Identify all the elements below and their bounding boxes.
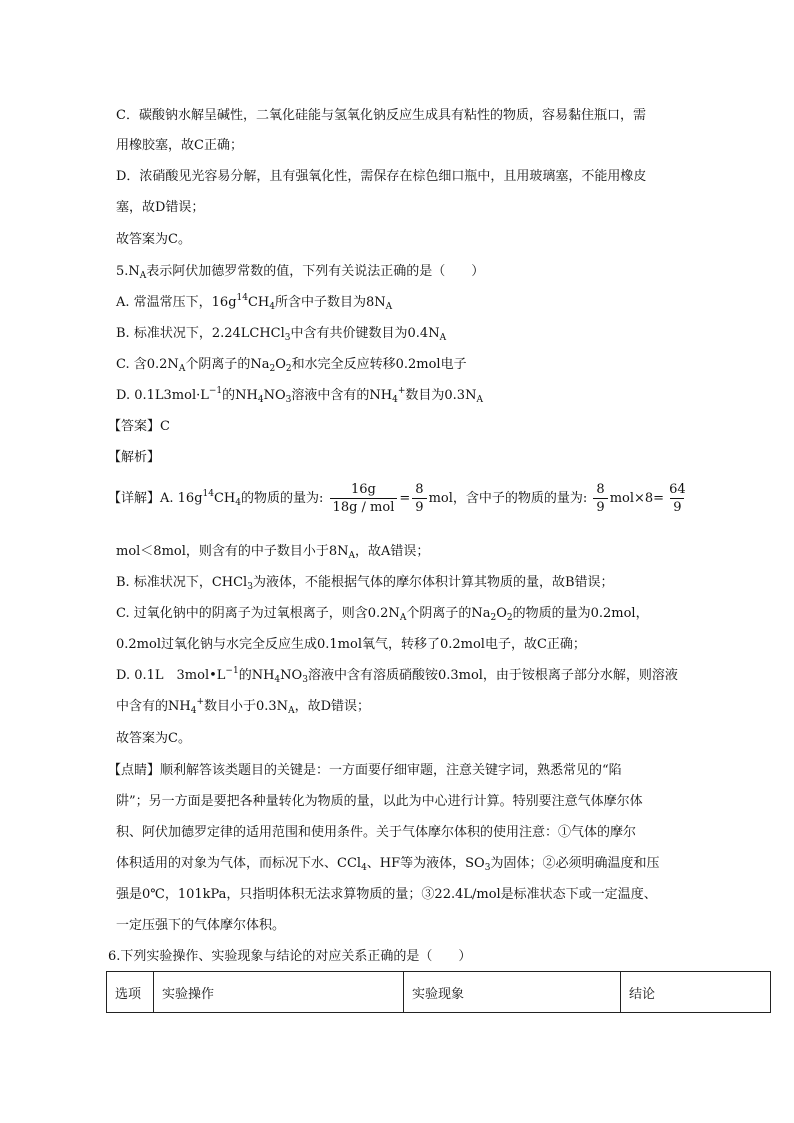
- tip-line2: 阱”；另一方面是要把各种量转化为物质的量，以此为中心进行计算。特别要注意气体摩尔体: [116, 794, 643, 809]
- fraction-64-over-9: $\frac{64}{9}$: [669, 482, 686, 515]
- fraction-mass-over-molar-mass: $\frac{16g}{\text{18g / mol}}$: [330, 482, 398, 515]
- fraction-8-over-9-b: $\frac{8}{9}$: [593, 482, 607, 515]
- tip-line5: 强是0℃，101kPa，只指明体积无法求算物质的量；③22.4L/mol是标准状态下或一定温度、: [116, 887, 657, 902]
- answer-line-2: 故答案为C。: [116, 731, 191, 746]
- table-header-phenomenon: 实验现象: [404, 972, 621, 1013]
- analysis-tag: 【解析】: [108, 450, 161, 465]
- tip-line4: 体积适用的对象为气体，而标况下水、CCl$_4$、HF等为液体，$SO_3$为固体；②必须明确温度和压: [116, 856, 660, 873]
- table-header-row: [107, 972, 771, 1013]
- detail-d-line1: D. 0.1L $3mol•L^{-1}$的$NH_4NO_3$溶液中含有溶质硝酸铵0.3mol，由于铵根离子部分水解，则溶液: [116, 666, 678, 685]
- tip-line6: 一定压强下的气体摩尔体积。: [116, 918, 286, 933]
- option-c-explanation-line1: C．碳酸钠水解呈碱性，二氧化硅能与氢氧化钠反应生成具有粘性的物质，容易黏住瓶口，需: [116, 108, 646, 123]
- tip-line3: 积、阿伏加德罗定律的适用范围和使用条件。关于气体摩尔体积的使用注意：①气体的摩尔: [116, 825, 637, 840]
- detail-c-line1: C. 过氧化钠中的阴离子为过氧根离子，则含$0.2N_A$个阴离子的$Na_2O_2$的物质的量为0.2mol，: [116, 606, 649, 623]
- question-5-option-b: B. 标准状况下，2.24LCHCl$_3$中含有共价键数目为$0.4N_A$: [116, 326, 447, 343]
- tip-line1: 【点睛】顺利解答该类题目的关键是：一方面要仔细审题，注意关键字词，熟悉常见的“陷: [108, 763, 622, 778]
- option-c-explanation-line2: 用橡胶塞，故C正确；: [116, 138, 243, 153]
- question-5-option-c: C. 含$0.2N_A$个阴离子的$Na_2O_2$和水完全反应转移0.2mol电子: [116, 357, 467, 374]
- question-5-option-a: A. 常温常压下，$16g^{14}CH_4$所含中子数目为$8N_A$: [116, 293, 393, 312]
- detail-b: B. 标准状况下，CHCl$_3$为液体，不能根据气体的摩尔体积计算其物质的量，故B错误；: [116, 575, 614, 592]
- detail-line-a: 【详解】A. $16g^{14}CH_4$的物质的量为: $\frac{16g}{\text{18g / mol}}$ = $\frac{8}{9}$ mol，含中子的物质的量为: $\frac{8}{9}$ mol×8= $\frac{64}{9}$: [108, 482, 691, 515]
- answer-line-1: 故答案为C。: [116, 232, 191, 247]
- question-5-stem: $5.N_A$表示阿伏加德罗常数的值，下列有关说法正确的是（ ）: [116, 264, 485, 281]
- table-header-option: 选项: [107, 972, 154, 1013]
- fraction-8-over-9: $\frac{8}{9}$: [412, 482, 426, 515]
- detail-a-continuation: mol＜8mol，则含有的中子数目小于$8N_A$，故A错误；: [116, 544, 430, 561]
- question-6-table: [106, 971, 771, 1013]
- detail-c-line2: 0.2mol过氧化钠与水完全反应生成0.1mol氧气，转移了0.2mol电子，故C正确；: [116, 637, 586, 652]
- answer-tag: 【答案】C: [108, 419, 170, 434]
- question-5-option-d: D. $0.1L3mol\cdot L^{-1}$的$NH_4NO_3$溶液中含有的$NH_4^+$数目为$0.3N_A$: [116, 386, 483, 405]
- table-header-operation: 实验操作: [154, 972, 404, 1013]
- table-header-conclusion: 结论: [621, 972, 771, 1013]
- detail-d-line2: 中含有的$NH_4^+$数目小于$0.3N_A$，故D错误；: [116, 697, 370, 716]
- option-d-explanation-line1: D．浓硝酸见光容易分解，且有强氧化性，需保存在棕色细口瓶中，且用玻璃塞，不能用橡皮: [116, 169, 647, 184]
- option-d-explanation-line2: 塞，故D错误；: [116, 200, 205, 215]
- question-6-stem: 6.下列实验操作、实验现象与结论的对应关系正确的是（ ）: [108, 949, 472, 964]
